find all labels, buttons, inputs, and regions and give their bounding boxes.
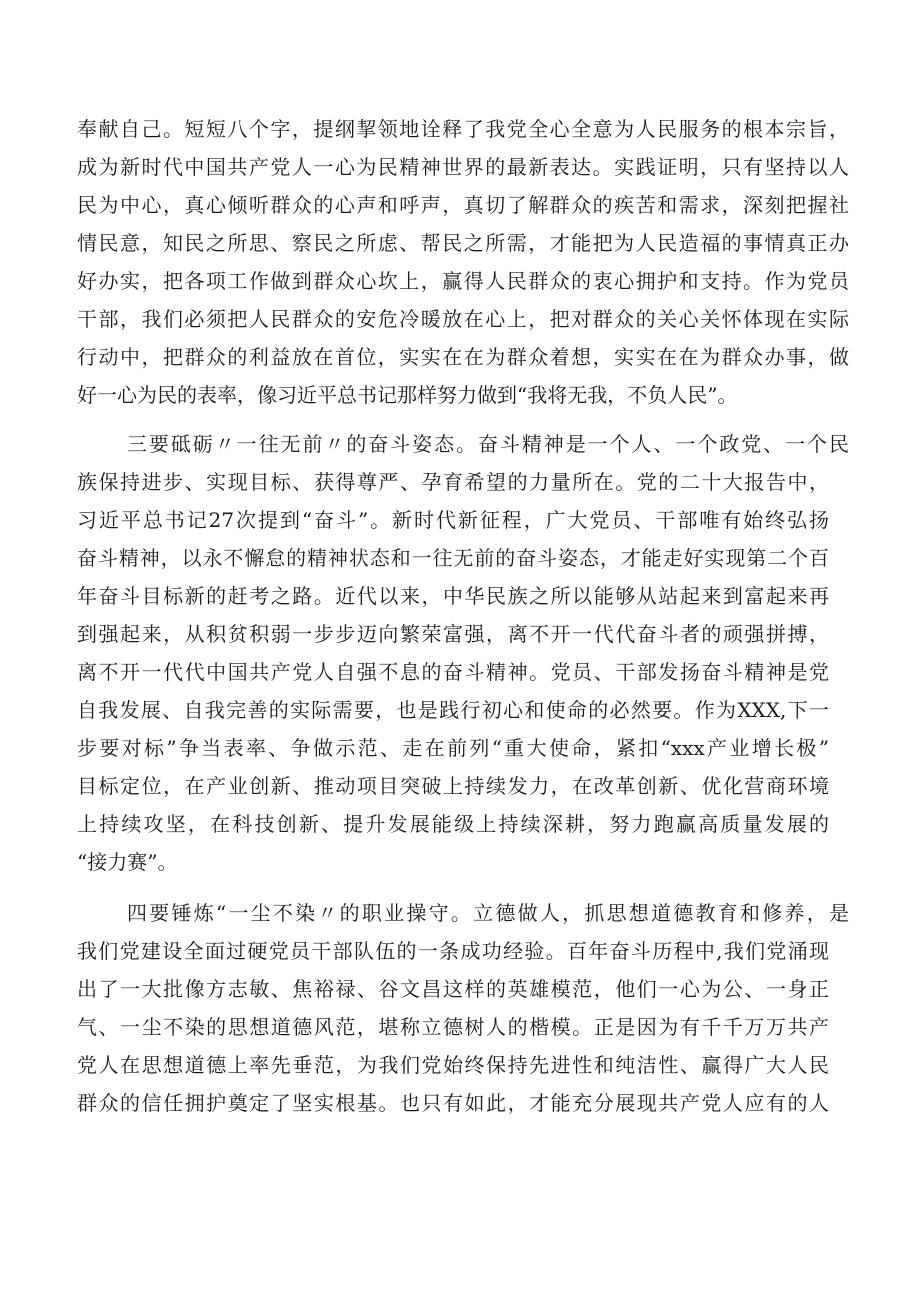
paragraph-last-line: 好一心为民的表率，像习近平总书记那样努力做到“我将无我，不负人民”。 (77, 383, 738, 407)
text-line: 成为新时代中国共产党人一心为民精神世界的最新表达。实践证明，只有坚持以人 (77, 155, 849, 179)
text-line: 好办实，把各项工作做到群众心坎上，赢得人民群众的衷心拥护和支持。作为党员 (77, 269, 849, 293)
text-line: 我们党建设全面过硬党员干部队伍的一条成功经验。百年奋斗历程中,我们党涌现 (77, 939, 829, 963)
paragraph-last-line: “接力赛”。 (77, 850, 178, 874)
text-line: 目标定位，在产业创新、推动项目突破上持续发力，在改革创新、优化营商环境 (77, 774, 829, 798)
text-line: 到强起来，从积贫积弱一步步迈向繁荣富强，离不开一代代奋斗者的顽强拼搏， (77, 622, 829, 646)
text-line: 自我发展、自我完善的实际需要，也是践行初心和使命的必然要。作为XXX,下一 (77, 698, 829, 722)
paragraph-first-line: 四要锤炼“一尘不染〃的职业操守。立德做人，抓思想道德教育和修养，是 (127, 901, 849, 925)
text-line: 奋斗精神，以永不懈怠的精神状态和一往无前的奋斗姿态，才能走好实现第二个百 (77, 546, 829, 570)
text-line: 群众的信任拥护奠定了坚实根基。也只有如此，才能充分展现共产党人应有的人 (77, 1091, 829, 1115)
text-line: 奉献自己。短短八个字，提纲挈领地诠释了我党全心全意为人民服务的根本宗旨， (77, 117, 849, 141)
text-line: 干部，我们必须把人民群众的安危冷暖放在心上，把对群众的关心关怀体现在实际 (77, 307, 849, 331)
text-line: 步要对标”争当表率、争做示范、走在前列“重大使命，紧扣“xxx产业增长极” (77, 736, 829, 760)
text-line: 习近平总书记27次提到“奋斗”。新时代新征程，广大党员、干部唯有始终弘扬 (77, 508, 829, 532)
text-line: 上持续攻坚，在科技创新、提升发展能级上持续深耕，努力跑赢高质量发展的 (77, 812, 829, 836)
paragraph-first-line: 三要砥砺〃一往无前〃的奋斗姿态。奋斗精神是一个人、一个政党、一个民 (127, 432, 849, 456)
text-line: 民为中心，真心倾听群众的心声和呼声，真切了解群众的疾苦和需求，深刻把握社 (77, 193, 849, 217)
text-line: 气、一尘不染的思想道德风范，堪称立德树人的楷模。正是因为有千千万万共产 (77, 1015, 829, 1039)
text-line: 情民意，知民之所思、察民之所虑、帮民之所需，才能把为人民造福的事情真正办 (77, 231, 849, 255)
text-line: 族保持进步、实现目标、获得尊严、孕育希望的力量所在。党的二十大报告中， (77, 470, 829, 494)
text-line: 离不开一代代中国共产党人自强不息的奋斗精神。党员、干部发扬奋斗精神是党 (77, 660, 829, 684)
text-line: 行动中，把群众的利益放在首位，实实在在为群众着想，实实在在为群众办事，做 (77, 345, 849, 369)
text-line: 出了一大批像方志敏、焦裕禄、谷文昌这样的英雄模范，他们一心为公、一身正 (77, 977, 829, 1001)
text-line: 年奋斗目标新的赶考之路。近代以来，中华民族之所以能够从站起来到富起来再 (77, 584, 829, 608)
text-line: 党人在思想道德上率先垂范，为我们党始终保持先进性和纯洁性、赢得广大人民 (77, 1053, 829, 1077)
